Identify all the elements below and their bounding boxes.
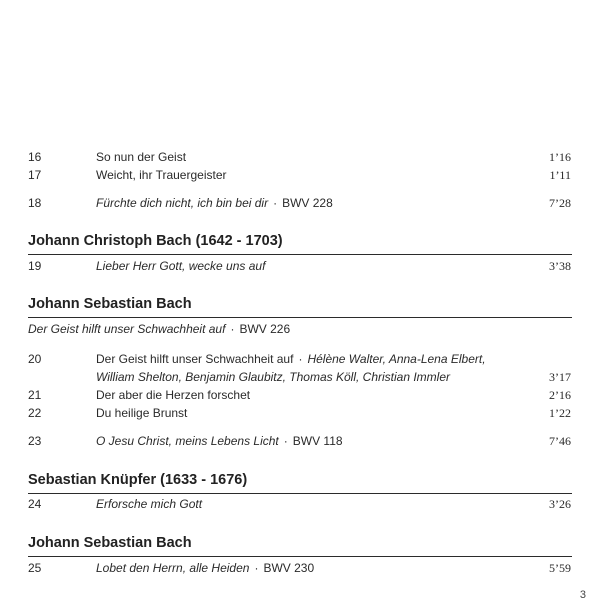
track-number: 24 xyxy=(28,497,42,511)
track-duration: 5’59 xyxy=(549,561,571,575)
track-row-23 xyxy=(0,434,600,450)
track-number: 16 xyxy=(28,150,42,164)
movement-title: Der Geist hilft unser Schwachheit auf xyxy=(96,352,294,366)
track-title xyxy=(96,352,486,366)
page-number: 3 xyxy=(579,589,586,601)
separator: · xyxy=(273,196,278,210)
track-duration: 1’16 xyxy=(549,150,571,164)
track-number: 20 xyxy=(28,352,42,366)
track-row-24 xyxy=(0,497,600,513)
track-number: 19 xyxy=(28,259,42,273)
track-row-21 xyxy=(0,388,600,404)
bwv-number: BWV 228 xyxy=(282,196,333,210)
track-duration: 3’38 xyxy=(549,259,571,273)
track-row-17 xyxy=(0,168,600,184)
track-row-18 xyxy=(0,196,600,212)
section-divider xyxy=(28,493,572,494)
composer-heading: Sebastian Knüpfer (1633 - 1676) xyxy=(28,472,248,488)
track-title: Erforsche mich Gott xyxy=(96,497,203,511)
composer-heading: Johann Sebastian Bach xyxy=(28,296,192,312)
composer-heading: Johann Sebastian Bach xyxy=(28,535,192,551)
separator: · xyxy=(283,434,288,448)
track-title xyxy=(96,561,314,575)
track-duration: 7’46 xyxy=(549,434,571,448)
section-divider xyxy=(28,317,572,318)
section-divider xyxy=(28,254,572,255)
track-row-20 xyxy=(0,352,600,386)
track-title: So nun der Geist xyxy=(96,150,187,164)
track-number: 17 xyxy=(28,168,42,182)
track-title: Du heilige Brunst xyxy=(96,406,188,420)
track-row-25 xyxy=(0,561,600,577)
track-duration: 7’28 xyxy=(549,196,571,210)
track-duration: 1’22 xyxy=(549,406,571,420)
separator: · xyxy=(298,352,303,366)
work-title: Der Geist hilft unser Schwachheit auf xyxy=(28,322,226,336)
track-number: 22 xyxy=(28,406,42,420)
work-title: Lobet den Herrn, alle Heiden xyxy=(96,561,250,575)
track-title xyxy=(96,434,343,448)
work-title: Fürchte dich nicht, ich bin bei dir xyxy=(96,196,269,210)
track-number: 23 xyxy=(28,434,42,448)
track-number: 25 xyxy=(28,561,42,575)
track-duration: 2’16 xyxy=(549,388,571,402)
performers-line-2: William Shelton, Benjamin Glaubitz, Thomas Köll, Christian Immler xyxy=(96,370,451,384)
performers-line-1: Hélène Walter, Anna-Lena Elbert, xyxy=(307,352,486,366)
composer-heading: Johann Christoph Bach (1642 - 1703) xyxy=(28,233,283,249)
track-title xyxy=(96,196,333,210)
section-divider xyxy=(28,556,572,557)
track-duration: 3’17 xyxy=(549,370,571,384)
track-row-16 xyxy=(0,150,600,166)
track-duration: 1’11 xyxy=(549,168,571,182)
bwv-number: BWV 118 xyxy=(292,434,343,448)
track-title: Der aber die Herzen forschet xyxy=(96,388,251,402)
track-number: 18 xyxy=(28,196,42,210)
track-row-22 xyxy=(0,406,600,422)
track-number: 21 xyxy=(28,388,42,402)
work-heading xyxy=(28,322,290,336)
bwv-number: BWV 230 xyxy=(263,561,315,575)
track-title: Weicht, ihr Trauergeister xyxy=(96,168,227,182)
track-duration: 3’26 xyxy=(549,497,571,511)
track-row-19 xyxy=(0,259,600,275)
bwv-number: BWV 226 xyxy=(239,322,291,336)
separator: · xyxy=(230,322,235,336)
work-title: O Jesu Christ, meins Lebens Licht xyxy=(96,434,279,448)
track-title: Lieber Herr Gott, wecke uns auf xyxy=(96,259,266,273)
separator: · xyxy=(254,561,259,575)
